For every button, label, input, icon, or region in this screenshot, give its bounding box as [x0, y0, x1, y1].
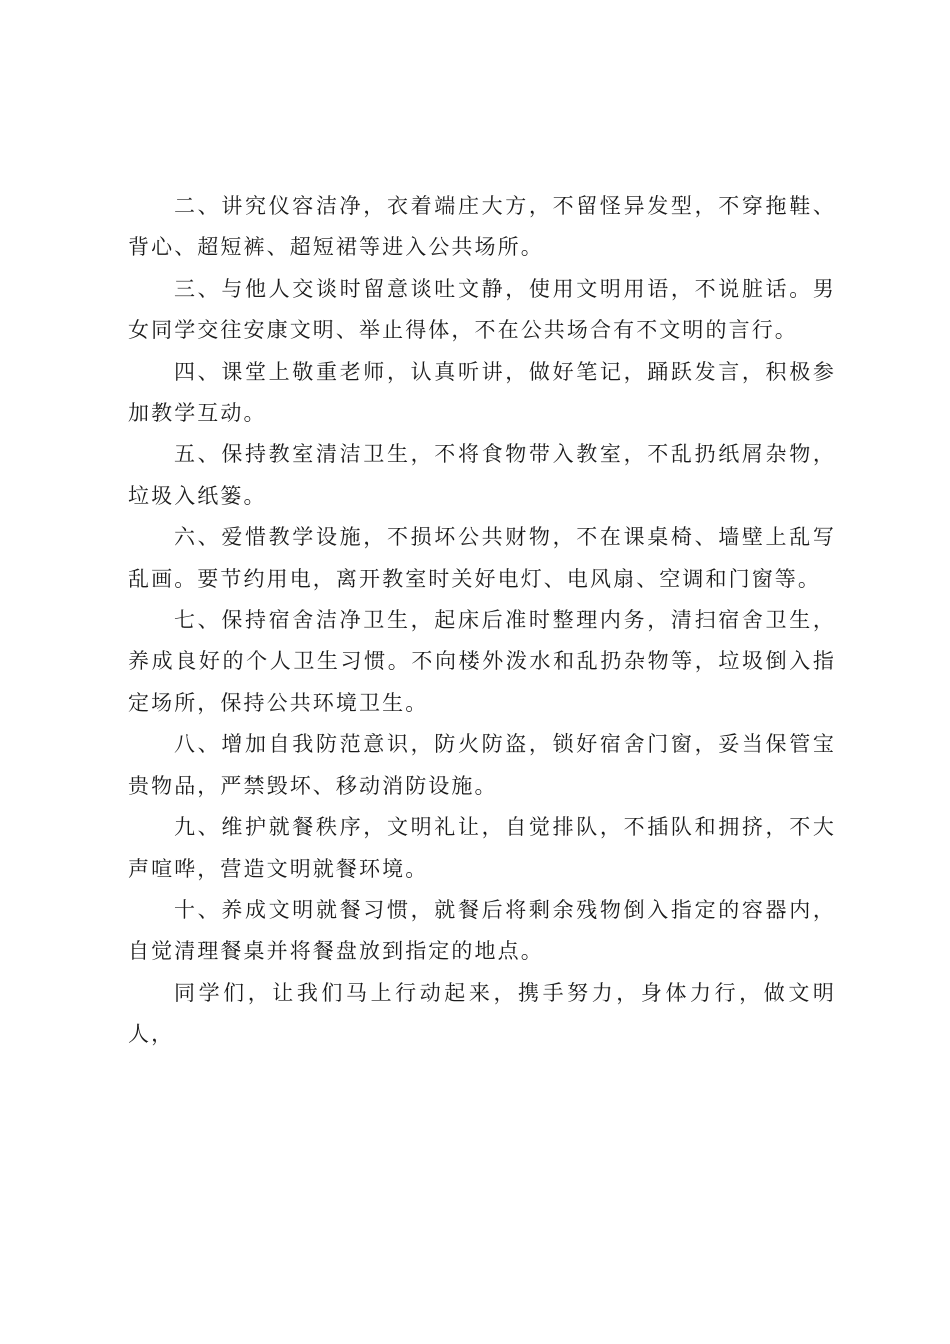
paragraph-9: 九、维护就餐秩序，文明礼让，自觉排队，不插队和拥挤，不大声喧哗，营造文明就餐环境。: [128, 815, 836, 881]
document-body: [128, 186, 836, 1056]
paragraph-10: 十、养成文明就餐习惯，就餐后将剩余残物倒入指定的容器内，自觉清理餐桌并将餐盘放到指定的地点。: [128, 897, 836, 964]
paragraph-5: 五、保持教室清洁卫生，不将食物带入教室，不乱扔纸屑杂物，垃圾入纸篓。: [128, 442, 836, 508]
paragraph-2: 二、讲究仪容洁净，衣着端庄大方，不留怪异发型，不穿拖鞋、背心、超短裤、超短裙等进入公共场所。: [128, 194, 836, 260]
paragraph-6: 六、爱惜教学设施，不损坏公共财物，不在课桌椅、墙壁上乱写乱画。要节约用电，离开教室时关好电灯、电风扇、空调和门窗等。: [128, 525, 836, 591]
paragraph-7: 七、保持宿舍洁净卫生，起床后准时整理内务，清扫宿舍卫生，养成良好的个人卫生习惯。不向楼外泼水和乱扔杂物等，垃圾倒入指定场所，保持公共环境卫生。: [128, 608, 836, 715]
paragraph-4: 四、课堂上敬重老师，认真听讲，做好笔记，踊跃发言，积极参加教学互动。: [128, 359, 836, 426]
paragraph-3: 三、与他人交谈时留意谈吐文静，使用文明用语，不说脏话。男女同学交往安康文明、举止得体，不在公共场合有不文明的言行。: [128, 276, 836, 343]
paragraph-closing: 同学们，让我们马上行动起来，携手努力，身体力行，做文明人，: [128, 980, 836, 1047]
paragraph-8: 八、增加自我防范意识，防火防盗，锁好宿舍门窗，妥当保管宝贵物品，严禁毁坏、移动消防设施。: [128, 732, 836, 798]
